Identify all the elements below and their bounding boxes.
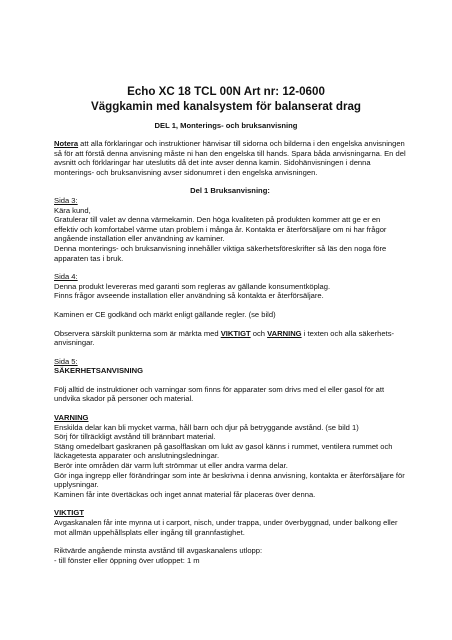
- warning-line: Gör inga ingrepp eller förändringar som inte är beskrivna i denna anvisning, kontakta er återförsäljare för upplysningar.: [54, 470, 405, 490]
- warning-line: Berör inte områden där varm luft strömmar ut eller andra varma delar.: [54, 461, 288, 471]
- page4-line: Denna produkt levereras med garanti som regleras av gällande konsumentköplag.: [54, 281, 331, 291]
- distance-item: - till fönster eller öppning över utloppet: 1 m: [54, 555, 200, 565]
- observe-paragraph: [54, 329, 406, 348]
- note-text: att alla förklaringar och instruktioner hänvisar till sidorna och bilderna i den engelska anvisningen så för att förstå denna anvisning måste ni han den engelska till hands. Spara båda anvisningarna. En del avsnitt och förklaringar har uteslutits då det inte avser denna kamin. Sidohänvisningen i denna monterings- och bruksanvisning avser sidonumret i den engelska anvisningen.: [54, 139, 406, 177]
- title-line-2: Väggkamin med kanalsystem för balanserat drag: [91, 100, 361, 113]
- note-paragraph: [54, 139, 406, 177]
- note-label: Notera: [54, 139, 79, 148]
- page3-line: Gratulerar till valet av denna värmekamin. Den höga kvaliteten på produkten kommer att ge er en effektiv och komfortabel värme utan problem i många år. Kontakta er återförsäljare om ni har frågor angående installation eller användning av kaminer.: [54, 215, 387, 244]
- page5-label: Sida 5:: [54, 356, 78, 366]
- page3-label: Sida 3:: [54, 195, 78, 205]
- observe-text: och: [250, 328, 268, 338]
- warning-line: Kaminen får inte övertäckas och inget annat material får placeras över denna.: [54, 489, 316, 499]
- important-text: Avgaskanalen får inte mynna ut i carport, nisch, under trappa, under överbyggnad, under balkong eller mot allmän uppehållsplats eller ingång till grannfastighet.: [54, 518, 398, 537]
- page3-line: Kära kund,: [54, 205, 91, 215]
- observe-important-word: VIKTIGT: [220, 328, 251, 338]
- safety-intro: Följ alltid de instruktioner och varningar som finns för apparater som drivs med el eller gasol för att undvika skador på personer och material.: [54, 384, 385, 404]
- warning-line: Enskilda delar kan bli mycket varma, håll barn och djur på betryggande avstånd. (se bild 1): [54, 422, 359, 432]
- distance-intro: Riktvärde angående minsta avstånd till avgaskanalens utlopp:: [54, 546, 263, 556]
- document-title: [0, 84, 452, 114]
- page4-line: Finns frågor avseende installation eller användning så kontakta er återförsäljare.: [54, 291, 324, 301]
- warning-line: Sörj för tillräckligt avstånd till brännbart material.: [54, 432, 216, 442]
- important-label: VIKTIGT: [54, 508, 84, 518]
- page4-label: Sida 4:: [54, 272, 78, 282]
- ce-text: Kaminen er CE godkänd och märkt enligt gällande regler. (se bild): [54, 309, 276, 319]
- safety-heading: SÄKERHETSANVISNING: [54, 366, 144, 376]
- page3-line: Denna monterings- och bruksanvisning innehåller viktiga säkerhetsföreskrifter så läs den noga före apparaten tas i bruk.: [54, 243, 387, 263]
- observe-text: i texten och alla säkerhets-anvisningar.: [54, 328, 395, 348]
- document-body: [54, 139, 406, 565]
- warning-label: VARNING: [54, 413, 89, 423]
- title-line-1: Echo XC 18 TCL 00N Art nr: 12-0600: [127, 85, 325, 98]
- observe-text: Observera särskilt punkterna som är märkta med: [54, 328, 221, 338]
- section-heading: Del 1 Bruksanvisning:: [190, 186, 270, 196]
- observe-warning-word: VARNING: [267, 328, 302, 338]
- part-heading: DEL 1, Monterings- och bruksanvisning: [154, 121, 298, 130]
- warning-line: Stäng omedelbart gaskranen på gasolflaskan om lukt av gasol känns i rummet, ventilera rummet och läckagetesta apparater och anslutningsledningar.: [54, 441, 393, 461]
